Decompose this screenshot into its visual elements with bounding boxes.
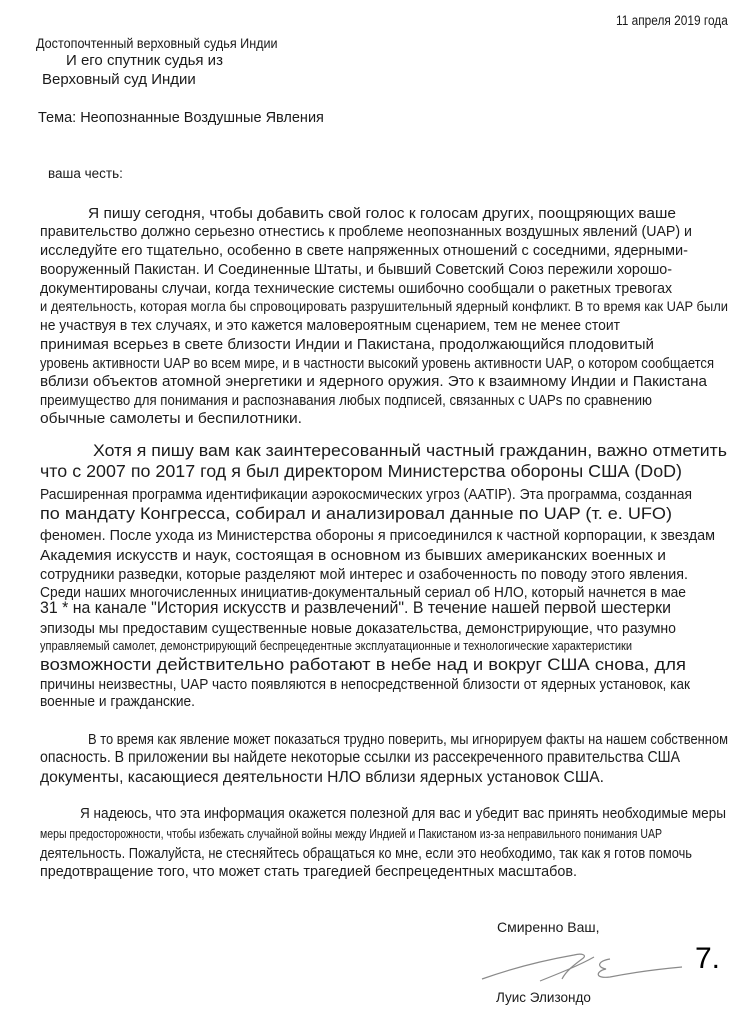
salutation: ваша честь: (48, 166, 123, 181)
body-line: причины неизвестны, UAP часто появляются в непосредственной близости от ядерных установок, как (40, 676, 690, 693)
signer-name: Луис Элизондо (496, 990, 591, 1005)
body-line: Хотя я пишу вам как заинтересованный частный гражданин, важно отметить (93, 441, 728, 460)
body-line: уровень активности UAP во всем мире, и в частности высокий уровень активности UAP, о котором сообщается (40, 356, 714, 372)
body-line: Расширенная программа идентификации аэрокосмических угроз (AATIP). Эта программа, созданная (40, 486, 692, 503)
page-number-mark: 7. (695, 942, 721, 975)
body-line: по мандату Конгресса, собирал и анализировал данные по UAP (т. е. UFO) (40, 505, 672, 523)
body-line: предотвращение того, что может стать трагедией беспрецедентных масштабов. (40, 864, 577, 880)
body-line: деятельность. Пожалуйста, не стесняйтесь обращаться ко мне, если это необходимо, так как я готов помочь (40, 845, 692, 862)
body-line: принимая всерьез в свете близости Индии и Пакистана, продолжающийся плодовитый (40, 337, 654, 353)
closing-phrase: Смиренно Ваш, (497, 919, 600, 935)
body-line: сотрудники разведки, которые разделяют мой интерес и озабоченность по поводу этого явления. (40, 566, 688, 583)
body-line: вблизи объектов атомной энергетики и ядерного оружия. Это к взаимному Индии и Пакистана (40, 374, 707, 390)
body-line: исследуйте его тщательно, особенно в свете напряженных отношений с соседними, ядерными- (40, 243, 688, 259)
body-line: возможности действительно работают в небе над и вокруг США снова, для (40, 655, 686, 674)
body-line: феномен. После ухода из Министерства обороны я присоединился к частной корпорации, к звездам (40, 527, 715, 544)
body-line: военные и гражданские. (40, 694, 195, 710)
body-line: управляемый самолет, демонстрирующий беспрецедентные эксплуатационные и технологические характеристики (40, 638, 632, 653)
body-line: не участвуя в тех случаях, и это кажется маловероятным сценарием, тем не менее стоит (40, 317, 620, 334)
body-line: обычные самолеты и беспилотники. (40, 411, 302, 427)
handwritten-signature-icon (470, 945, 685, 985)
addressee-line-1: Достопочтенный верховный судья Индии (36, 35, 278, 51)
body-line: и деятельность, которая могла бы спровоцировать разрушительный ядерный конфликт. В то время как UAP были (40, 299, 728, 314)
body-line: преимущество для понимания и распознавания любых подписей, связанных с UAPs по сравнению (40, 393, 652, 409)
body-line: 31 * на канале "История искусств и развлечений". В течение нашей первой шестерки (40, 599, 671, 617)
body-line: В то время как явление может показаться трудно поверить, мы игнорируем факты на нашем собственном (88, 731, 728, 748)
body-line: правительство должно серьезно отнестись к проблеме неопознанных воздушных явлений (UAP) и (40, 224, 692, 240)
body-line: Среди наших многочисленных инициатив-документальный сериал об НЛО, который начнется в мае (40, 584, 686, 601)
body-line: вооруженный Пакистан. И Соединенные Штаты, и бывший Советский Союз пережили хорошо- (40, 262, 672, 278)
body-line: Академия искусств и наук, состоящая в основном из бывших американских военных и (40, 547, 666, 564)
body-line: Я надеюсь, что эта информация окажется полезной для вас и убедит вас принять необходимые меры (80, 806, 726, 822)
addressee-line-2: И его спутник судья из (66, 52, 223, 69)
body-line: Я пишу сегодня, чтобы добавить свой голос к голосам других, поощряющих ваше (88, 206, 676, 222)
body-line: документы, касающиеся деятельности НЛО вблизи ядерных установок США. (40, 769, 604, 786)
body-line: меры предосторожности, чтобы избежать случайной войны между Индией и Пакистаном из-за неправильного понимания UAP (40, 826, 662, 841)
body-line: документированы случаи, когда технические системы ошибочно сообщали о ракетных тревогах (40, 281, 672, 297)
addressee-line-3: Верховный суд Индии (42, 71, 196, 88)
body-line: что с 2007 по 2017 год я был директором Министерства обороны США (DoD) (40, 461, 682, 481)
letter-subject: Тема: Неопознанные Воздушные Явления (38, 110, 324, 126)
body-line: эпизоды мы предоставим существенные новые доказательства, демонстрирующие, что разумно (40, 620, 676, 637)
body-line: опасность. В приложении вы найдете некоторые ссылки из рассекреченного правительства США (40, 749, 680, 766)
letter-date: 11 апреля 2019 года (616, 13, 728, 28)
